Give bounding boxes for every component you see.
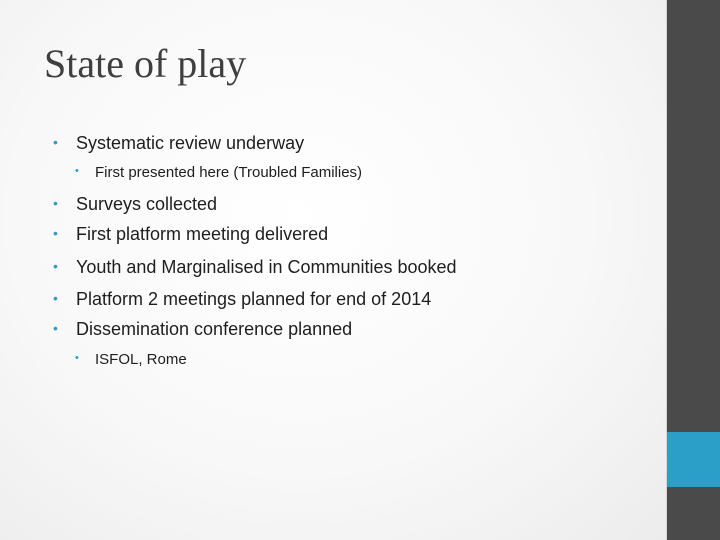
bullet-text: Platform 2 meetings planned for end of 2014 [76,289,432,309]
bullet-dot-icon: • [53,195,58,211]
bullet-text: First presented here (Troubled Families) [95,164,363,181]
bullet-text: Surveys collected [76,194,218,214]
bullet-dot-icon: • [53,134,58,150]
bullet-dot-icon: • [75,165,79,177]
accent-block [667,432,720,487]
bullet-text: Systematic review underway [76,133,305,153]
bullet-dot-icon: • [53,320,58,336]
bullet-text: Youth and Marginalised in Communities booked [76,257,457,277]
slide-title: State of play [44,41,247,86]
bullet-dot-icon: • [75,352,79,364]
bullet-dot-icon: • [53,290,58,306]
bullet-dot-icon: • [53,225,58,241]
bullet-dot-icon: • [53,258,58,274]
bullet-text: ISFOL, Rome [95,351,187,368]
bullet-text: Dissemination conference planned [76,319,353,339]
bullet-text: First platform meeting delivered [76,224,329,244]
